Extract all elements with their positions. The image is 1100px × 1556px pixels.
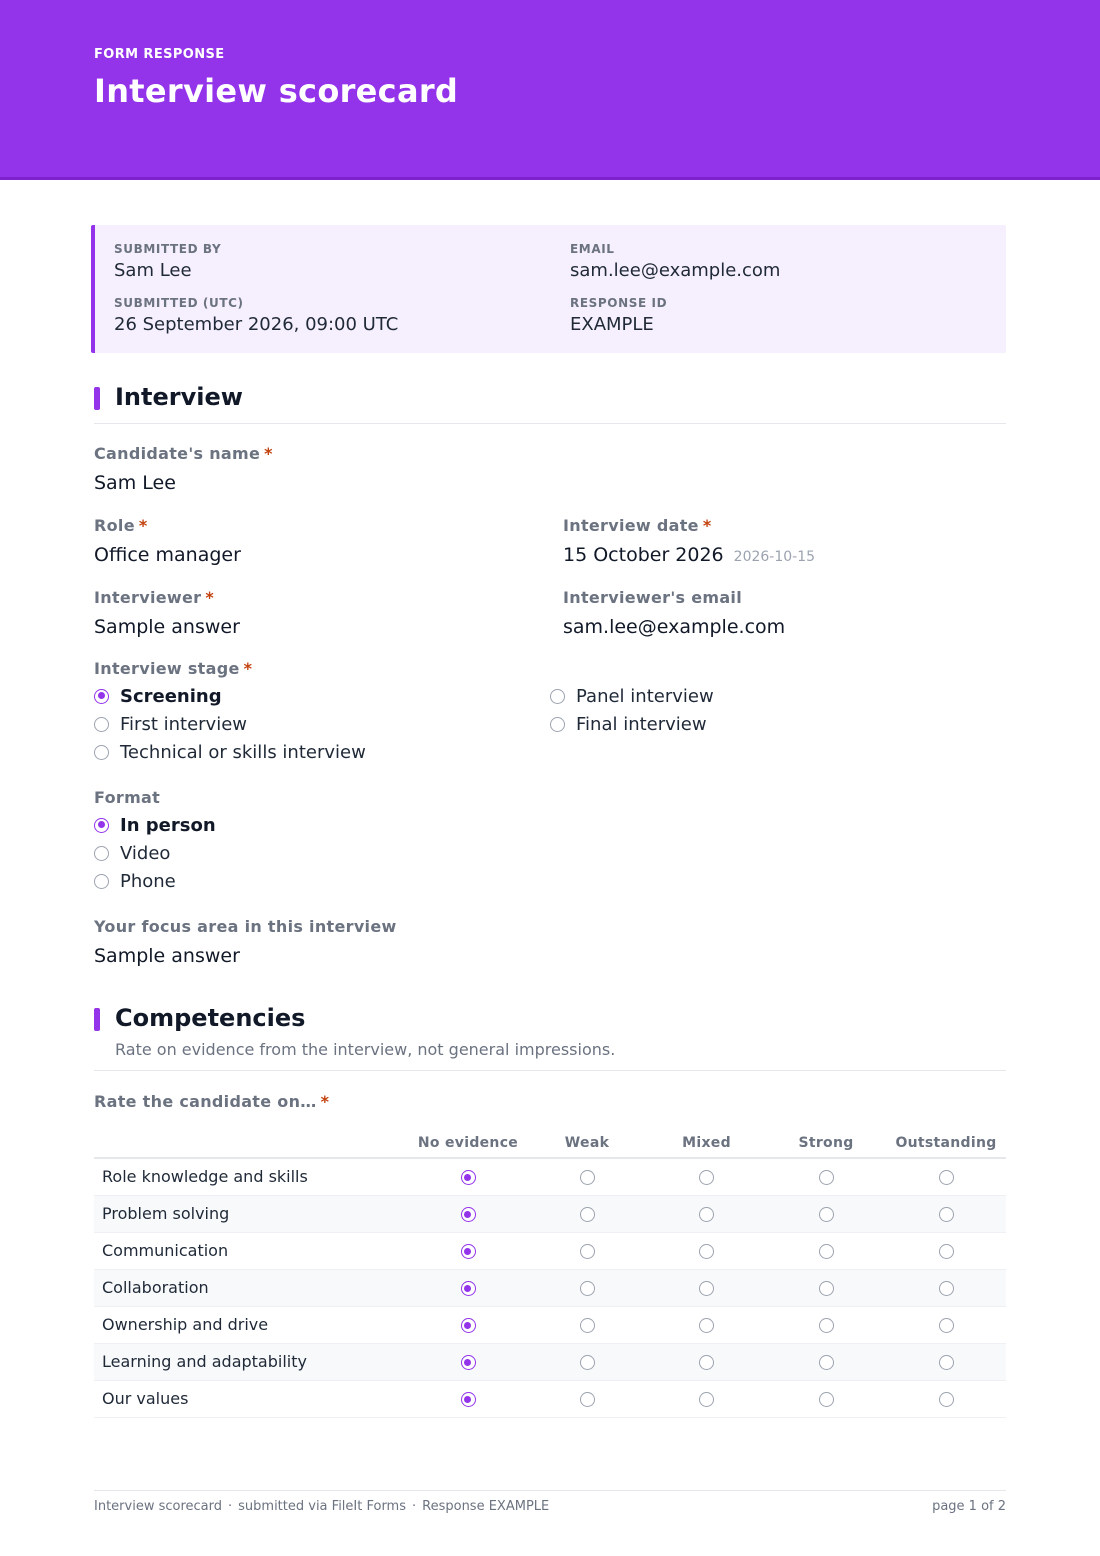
rating-cell [886,1269,1006,1306]
page-number: page 1 of 2 [932,1499,1006,1514]
meta-label: SUBMITTED (UTC) [114,296,244,310]
rating-row-label: Problem solving [94,1195,409,1232]
rating-cell [527,1232,647,1269]
section-accent-bar [94,1008,100,1031]
rating-cell [886,1343,1006,1380]
rating-cell [766,1380,886,1417]
radio-empty-icon [939,1244,954,1259]
radio-empty-icon [550,717,565,732]
rating-cell [766,1232,886,1269]
field-label: Your focus area in this interview [94,917,397,936]
required-mark: * [264,444,273,463]
radio-selected-icon [461,1392,476,1407]
rating-row [94,1158,1006,1195]
radio-empty-icon [819,1207,834,1222]
radio-empty-icon [94,717,109,732]
footer-separator: · [228,1499,233,1514]
radio-selected-icon [94,689,109,704]
meta-value: EXAMPLE [570,314,654,335]
rating-cell [647,1306,766,1343]
radio-selected-icon [461,1207,476,1222]
meta-label: EMAIL [570,242,615,256]
field-label-text: Rate the candidate on… [94,1092,317,1111]
rating-cell [886,1195,1006,1232]
meta-submitted-by [114,242,221,281]
field-value: Sam Lee [94,472,176,494]
field-label-text: Interview stage [94,659,240,678]
required-mark: * [138,516,148,535]
section-title: Competencies [115,1004,306,1032]
rating-row-label: Role knowledge and skills [94,1158,409,1195]
radio-empty-icon [94,745,109,760]
radio-empty-icon [939,1355,954,1370]
stage-option-technical [94,741,366,763]
radio-empty-icon [550,689,565,704]
column-header: No evidence [409,1128,527,1158]
rating-cell [766,1306,886,1343]
option-label: Final interview [576,713,707,735]
stage-option-screening [94,685,222,707]
date-iso: 2026-10-15 [733,549,816,565]
radio-empty-icon [580,1281,595,1296]
section-title: Interview [115,383,243,411]
rating-row [94,1269,1006,1306]
field-interviewer-email [563,588,785,638]
radio-empty-icon [939,1207,954,1222]
rating-cell [647,1343,766,1380]
stage-option-panel [550,685,714,707]
rating-row-label: Our values [94,1380,409,1417]
page-title: Interview scorecard [94,72,459,110]
required-mark: * [702,516,712,535]
rating-row-label: Learning and adaptability [94,1343,409,1380]
section-accent-bar [94,387,100,410]
radio-empty-icon [699,1392,714,1407]
radio-empty-icon [699,1244,714,1259]
field-label: Interviewer's email [563,588,743,607]
page-header [0,0,1100,180]
radio-selected-icon [461,1318,476,1333]
radio-empty-icon [699,1355,714,1370]
rating-grid-header [94,1128,1006,1158]
rating-cell [527,1158,647,1195]
rating-cell [409,1195,527,1232]
rating-row-label: Ownership and drive [94,1306,409,1343]
field-interviewer [94,588,240,638]
radio-empty-icon [699,1318,714,1333]
section-competencies-heading [94,1006,1006,1071]
field-label-text: Candidate's name [94,444,261,463]
rating-row-label: Collaboration [94,1269,409,1306]
format-option-phone [94,870,176,892]
radio-selected-icon [461,1244,476,1259]
option-label: First interview [120,713,247,735]
radio-empty-icon [580,1244,595,1259]
field-value: sam.lee@example.com [563,616,786,638]
field-label [94,659,252,678]
meta-value: Sam Lee [114,260,192,281]
rating-cell [886,1306,1006,1343]
field-label-text: Role [94,516,135,535]
column-header: Outstanding [886,1128,1006,1158]
field-label [94,588,240,607]
rating-cell [527,1380,647,1417]
submission-meta [91,225,1006,353]
meta-value: sam.lee@example.com [570,260,781,281]
page-footer [94,1490,1006,1514]
radio-empty-icon [699,1207,714,1222]
date-value: 15 October 2026 [563,544,724,566]
rating-row [94,1380,1006,1417]
radio-empty-icon [819,1281,834,1296]
radio-empty-icon [699,1281,714,1296]
radio-selected-icon [461,1355,476,1370]
format-option-in-person [94,814,216,836]
rating-cell [766,1343,886,1380]
radio-empty-icon [580,1170,595,1185]
field-label-text: Interviewer [94,588,202,607]
field-role [94,516,241,566]
column-header: Weak [527,1128,647,1158]
rating-cell [647,1158,766,1195]
footer-form-name: Interview scorecard [94,1499,222,1514]
rating-row [94,1195,1006,1232]
meta-label: SUBMITTED BY [114,242,222,256]
rating-row [94,1343,1006,1380]
radio-selected-icon [94,818,109,833]
radio-empty-icon [580,1355,595,1370]
field-label [94,444,273,463]
field-label [94,1092,329,1111]
radio-empty-icon [939,1281,954,1296]
rating-cell [766,1195,886,1232]
radio-empty-icon [819,1170,834,1185]
rating-cell [409,1158,527,1195]
field-label [563,516,815,535]
radio-empty-icon [819,1318,834,1333]
rating-cell [647,1195,766,1232]
stage-option-first-interview [94,713,247,735]
footer-via: submitted via FileIt Forms [238,1499,406,1514]
required-mark: * [243,659,253,678]
radio-empty-icon [94,846,109,861]
rating-cell [409,1380,527,1417]
meta-label: RESPONSE ID [570,296,668,310]
radio-empty-icon [94,874,109,889]
rating-grid [94,1128,1006,1418]
rating-cell [647,1269,766,1306]
rating-cell [766,1158,886,1195]
radio-empty-icon [580,1392,595,1407]
radio-empty-icon [580,1207,595,1222]
header-eyebrow: FORM RESPONSE [94,47,225,62]
meta-response-id [570,296,667,335]
field-label-text: Interview date [563,516,699,535]
rating-grid-body [94,1158,1006,1417]
field-value: Sample answer [94,945,240,967]
option-label: Screening [120,685,222,707]
field-interview-date [563,516,815,566]
radio-empty-icon [819,1392,834,1407]
rating-cell [409,1343,527,1380]
rating-cell [409,1269,527,1306]
rating-cell [886,1158,1006,1195]
rating-cell [409,1232,527,1269]
radio-empty-icon [939,1318,954,1333]
footer-separator: · [412,1499,417,1514]
radio-selected-icon [461,1170,476,1185]
rating-cell [886,1232,1006,1269]
required-mark: * [320,1092,330,1111]
meta-value: 26 September 2026, 09:00 UTC [114,314,399,335]
stage-option-final [550,713,707,735]
format-option-video [94,842,170,864]
rating-cell [527,1195,647,1232]
rating-row [94,1306,1006,1343]
column-header: Strong [766,1128,886,1158]
rating-cell [886,1380,1006,1417]
required-mark: * [205,588,214,607]
option-label: Technical or skills interview [120,741,366,763]
rating-cell [409,1306,527,1343]
field-value: Office manager [94,544,241,566]
section-interview-heading [94,385,1006,424]
option-label: Video [120,842,171,864]
rating-cell [527,1269,647,1306]
meta-email [570,242,780,281]
field-candidate-name [94,444,273,494]
radio-empty-icon [939,1170,954,1185]
field-label: Format [94,788,161,807]
rating-cell [647,1232,766,1269]
rating-cell [527,1306,647,1343]
radio-empty-icon [699,1170,714,1185]
option-label: In person [120,814,216,836]
field-interview-stage [94,659,252,678]
rating-row [94,1232,1006,1269]
field-focus-area [94,917,397,967]
field-value: Sample answer [94,616,240,638]
section-subtitle: Rate on evidence from the interview, not general impressions. [115,1040,616,1059]
radio-selected-icon [461,1281,476,1296]
field-rating-grid-label [94,1092,329,1111]
option-label: Phone [120,870,176,892]
rating-cell [766,1269,886,1306]
radio-empty-icon [819,1355,834,1370]
rating-cell [647,1380,766,1417]
radio-empty-icon [939,1392,954,1407]
field-format [94,788,160,807]
radio-empty-icon [580,1318,595,1333]
meta-submitted-utc [114,296,398,335]
footer-response: Response EXAMPLE [422,1499,550,1514]
field-label [94,516,241,535]
rating-cell [527,1343,647,1380]
column-header: Mixed [647,1128,766,1158]
option-label: Panel interview [576,685,714,707]
column-header-blank [94,1128,409,1158]
field-value [563,544,815,566]
radio-empty-icon [819,1244,834,1259]
rating-row-label: Communication [94,1232,409,1269]
